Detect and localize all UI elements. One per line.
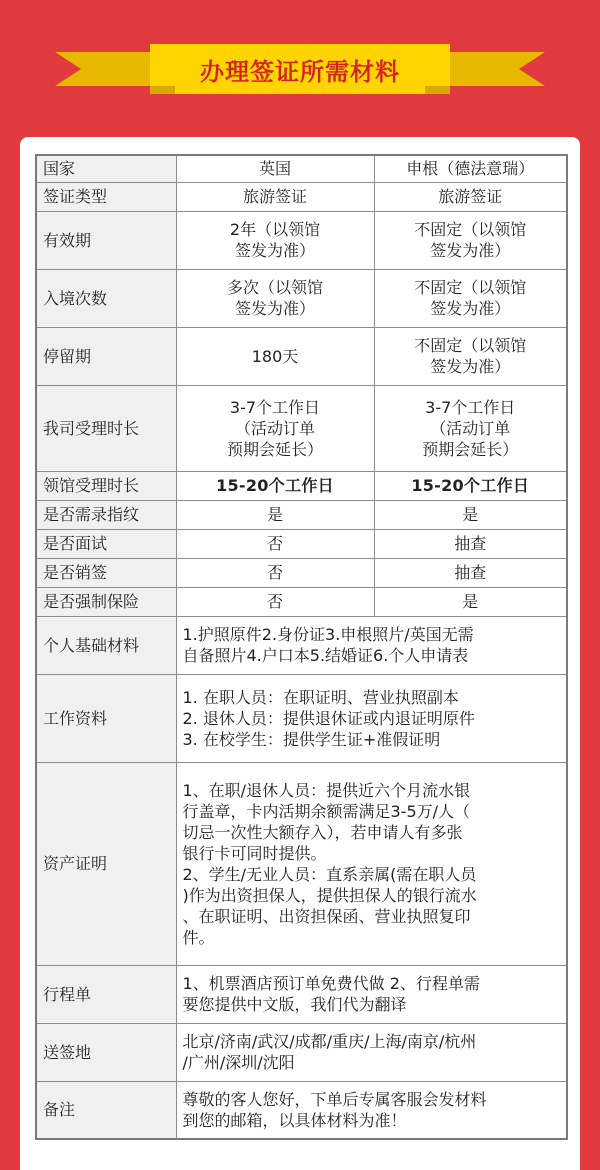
header-country-label: 国家	[36, 155, 176, 182]
materials-card	[20, 137, 580, 1170]
detail-text: 尊敬的客人您好，下单后专属客服会发材料 到您的邮箱，以具体材料为准！	[176, 1081, 567, 1139]
uk-value: 180天	[176, 327, 374, 385]
row-label: 是否销签	[36, 558, 176, 587]
schengen-value: 是	[374, 500, 567, 529]
table-row	[36, 385, 567, 471]
detail-row	[36, 616, 567, 674]
uk-value: 是	[176, 500, 374, 529]
schengen-value: 抽查	[374, 529, 567, 558]
detail-label: 工作资料	[36, 674, 176, 762]
schengen-value: 抽查	[374, 558, 567, 587]
row-label: 领馆受理时长	[36, 471, 176, 500]
schengen-value: 3-7个工作日 （活动订单 预期会延长）	[374, 385, 567, 471]
row-label: 签证类型	[36, 182, 176, 211]
uk-value: 否	[176, 558, 374, 587]
detail-row	[36, 762, 567, 965]
table-row	[36, 529, 567, 558]
detail-label: 备注	[36, 1081, 176, 1139]
table-row	[36, 182, 567, 211]
uk-value: 否	[176, 587, 374, 616]
schengen-value: 15-20个工作日	[374, 471, 567, 500]
detail-text: 1. 在职人员：在职证明、营业执照副本 2. 退休人员：提供退休证或内退证明原件 3. 在校学生：提供学生证+准假证明	[176, 674, 567, 762]
row-label: 是否强制保险	[36, 587, 176, 616]
table-row	[36, 211, 567, 269]
detail-row	[36, 965, 567, 1023]
detail-row	[36, 1023, 567, 1081]
uk-value: 旅游签证	[176, 182, 374, 211]
uk-value: 3-7个工作日 （活动订单 预期会延长）	[176, 385, 374, 471]
detail-text: 北京/济南/武汉/成都/重庆/上海/南京/杭州 /广州/深圳/沈阳	[176, 1023, 567, 1081]
row-label: 停留期	[36, 327, 176, 385]
detail-label: 个人基础材料	[36, 616, 176, 674]
table-row	[36, 587, 567, 616]
detail-label: 行程单	[36, 965, 176, 1023]
detail-label: 资产证明	[36, 762, 176, 965]
materials-table	[35, 154, 568, 1140]
table-row	[36, 558, 567, 587]
row-label: 是否面试	[36, 529, 176, 558]
table-row	[36, 269, 567, 327]
schengen-value: 不固定（以领馆 签发为准）	[374, 269, 567, 327]
row-label: 我司受理时长	[36, 385, 176, 471]
table-row	[36, 327, 567, 385]
table-header-row	[36, 155, 567, 182]
row-label: 有效期	[36, 211, 176, 269]
title-banner	[55, 40, 545, 98]
schengen-value: 旅游签证	[374, 182, 567, 211]
row-label: 入境次数	[36, 269, 176, 327]
uk-value: 多次（以领馆 签发为准）	[176, 269, 374, 327]
header-uk: 英国	[176, 155, 374, 182]
uk-value: 否	[176, 529, 374, 558]
detail-row	[36, 1081, 567, 1139]
table-row	[36, 500, 567, 529]
header-schengen: 申根（德法意瑞）	[374, 155, 567, 182]
detail-text: 1、在职/退休人员：提供近六个月流水银 行盖章，卡内活期余额需满足3-5万/人（ 切忌一次性大额存入），若申请人有多张 银行卡可同时提供。 2、学生/无业人员：直系亲属(需在职人员 )作为出资担保人，提供担保人的银行流水 、在职证明、出资担保函、营业执照复印 件。	[176, 762, 567, 965]
page-title: 办理签证所需材料	[200, 57, 400, 86]
detail-label: 送签地	[36, 1023, 176, 1081]
uk-value: 15-20个工作日	[176, 471, 374, 500]
schengen-value: 不固定（以领馆 签发为准）	[374, 327, 567, 385]
schengen-value: 是	[374, 587, 567, 616]
row-label: 是否需录指纹	[36, 500, 176, 529]
detail-text: 1、机票酒店预订单免费代做 2、行程单需 要您提供中文版，我们代为翻译	[176, 965, 567, 1023]
table-row	[36, 471, 567, 500]
uk-value: 2年（以领馆 签发为准）	[176, 211, 374, 269]
detail-row	[36, 674, 567, 762]
schengen-value: 不固定（以领馆 签发为准）	[374, 211, 567, 269]
detail-text: 1.护照原件2.身份证3.申根照片/英国无需 自备照片4.户口本5.结婚证6.个人申请表	[176, 616, 567, 674]
